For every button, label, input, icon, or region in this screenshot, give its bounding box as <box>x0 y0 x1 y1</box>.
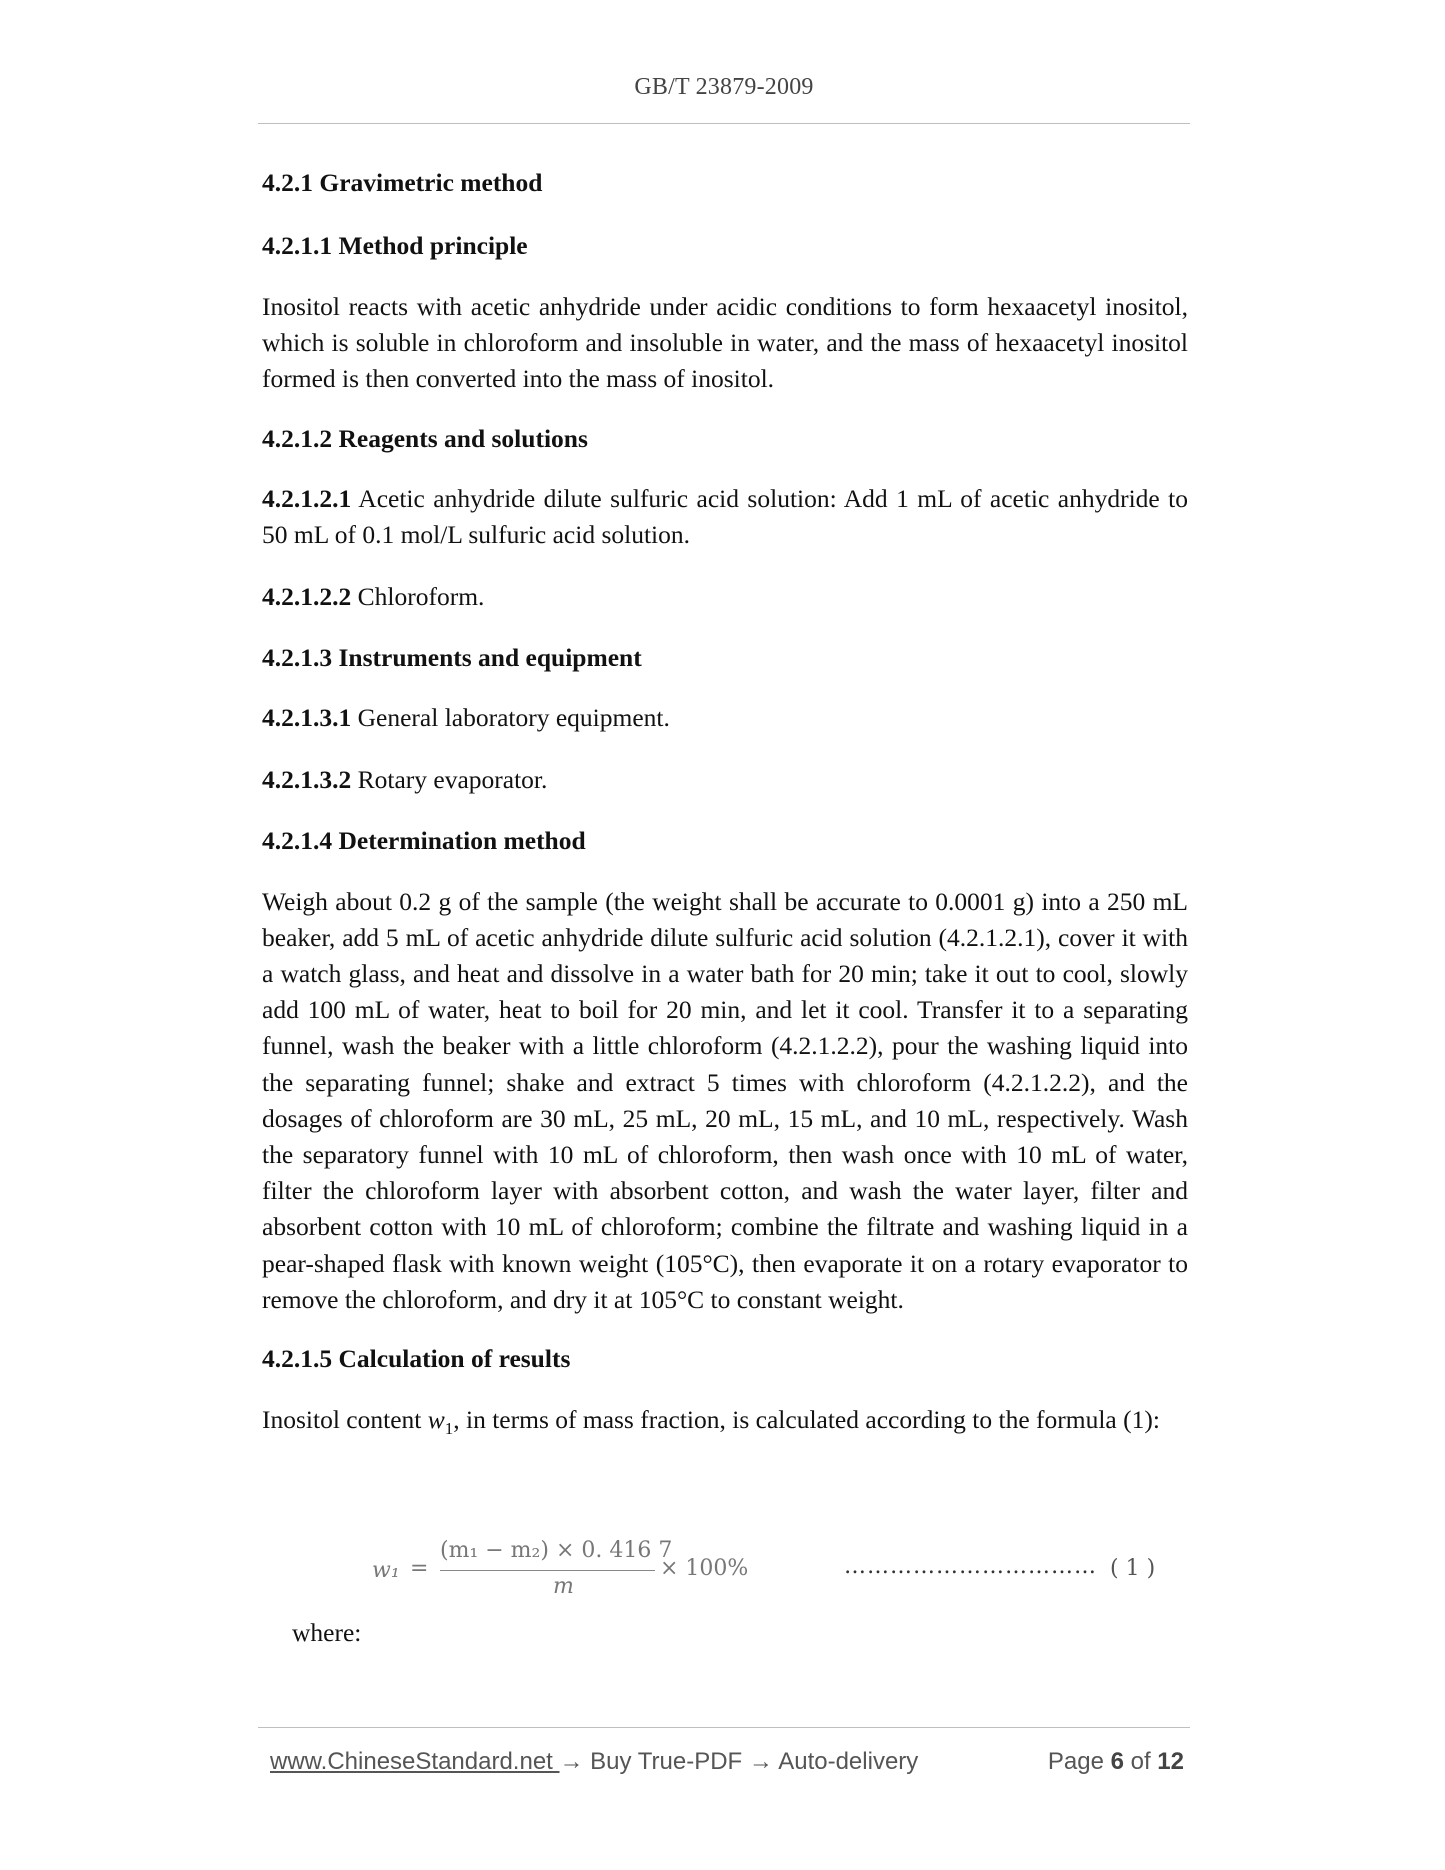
formula-leader-dots: …………………………… <box>844 1554 1097 1579</box>
paragraph-4-2-1-3-1 <box>262 700 1188 736</box>
clause-text: Rotary evaporator. <box>351 765 548 795</box>
current-page: 6 <box>1110 1748 1124 1775</box>
paragraph-method-principle: Inositol reacts with acetic anhydride under acidic conditions to form hexaacetyl inositol, which is soluble in chloroform and insoluble in water, and the mass of hexaacetyl inositol formed is then converted into the mass of inositol. <box>262 292 1188 394</box>
heading-4-2-1-3: 4.2.1.3 Instruments and equipment <box>262 643 642 673</box>
formula-equals: = <box>410 1556 429 1581</box>
page-content <box>262 166 1188 1447</box>
formula-lhs: w₁ <box>372 1558 400 1583</box>
heading-4-2-1-2: 4.2.1.2 Reagents and solutions <box>262 423 588 453</box>
heading-4-2-1: 4.2.1 Gravimetric method <box>262 168 543 197</box>
clause-number: 4.2.1.3.2 <box>262 765 352 795</box>
page-indicator: Page 6 of 12 <box>1047 1748 1184 1775</box>
formula-1 <box>368 1538 1168 1604</box>
heading-4-2-1-4: 4.2.1.4 Determination method <box>262 825 586 855</box>
formula-denominator: m <box>553 1574 574 1599</box>
clause-text: Acetic anhydride dilute sulfuric acid solution: Add 1 mL of acetic anhydride to 50 mL of 0.1 mol/L sulfuric acid solution. <box>262 483 1188 549</box>
paragraph-calculation-intro: Inositol content $w_1$, in terms of mass fraction, is calculated according to the formula (1): <box>262 1405 1160 1439</box>
footer-divider <box>258 1727 1190 1728</box>
footer-promo-text: → Buy True-PDF → Auto-delivery <box>559 1748 919 1775</box>
fraction-bar <box>440 1570 655 1571</box>
paragraph-determination-method: Weigh about 0.2 g of the sample (the weight shall be accurate to 0.0001 g) into a 250 mL beaker, add 5 mL of acetic anhydride dilute sulfuric acid solution (4.2.1.2.1), cover it with a watch glass, and heat and dissolve in a water bath for 20 min; take it out to cool, slowly add 100 mL of water, heat to boil for 20 min, and let it cool. Transfer it to a separating funnel, wash the beaker with a little chloroform (4.2.1.2.2), pour the washing liquid into the separating funnel; shake and extract 5 times with chloroform (4.2.1.2.2), and the dosages of chloroform are 30 mL, 25 mL, 20 mL, 15 mL, and 10 mL, respectively. Wash the separatory funnel with 10 mL of chloroform, then wash once with 10 mL of water, filter the chloroform layer with absorbent cotton, and wash the water layer, filter and absorbent cotton with 10 mL of chloroform; combine the filtrate and washing liquid in a pear-shaped flask with known weight (105°C), then evaporate it on a rotary evaporator to remove the chloroform, and dry it at 105°C to constant weight. <box>262 886 1188 1314</box>
paragraph-4-2-1-3-2 <box>262 762 1188 798</box>
paragraph-4-2-1-2-1 <box>262 481 1188 553</box>
clause-number: 4.2.1.2.1 <box>262 483 352 513</box>
footer-promo <box>270 1748 918 1776</box>
heading-4-2-1-5: 4.2.1.5 Calculation of results <box>262 1344 571 1374</box>
paragraph-4-2-1-2-2 <box>262 579 1188 615</box>
page-footer <box>270 1748 1184 1782</box>
formula-percent-factor: × 100% <box>660 1556 749 1581</box>
clause-text: Chloroform. <box>351 582 485 612</box>
document-code-header: GB/T 23879-2009 <box>634 74 814 100</box>
total-pages: 12 <box>1157 1748 1184 1775</box>
clause-number: 4.2.1.3.1 <box>262 703 352 733</box>
formula-number: ( 1 ) <box>1110 1556 1156 1581</box>
variable-w: w <box>427 1405 445 1435</box>
where-label: where: <box>292 1618 362 1647</box>
website-link[interactable]: www.ChineseStandard.net <box>270 1748 560 1775</box>
heading-4-2-1-1: 4.2.1.1 Method principle <box>262 231 528 260</box>
clause-number: 4.2.1.2.2 <box>262 582 352 612</box>
header-divider <box>258 123 1190 124</box>
clause-text: General laboratory equipment. <box>351 703 670 733</box>
formula-numerator: (m₁ − m₂) × 0. 416 7 <box>440 1538 673 1563</box>
